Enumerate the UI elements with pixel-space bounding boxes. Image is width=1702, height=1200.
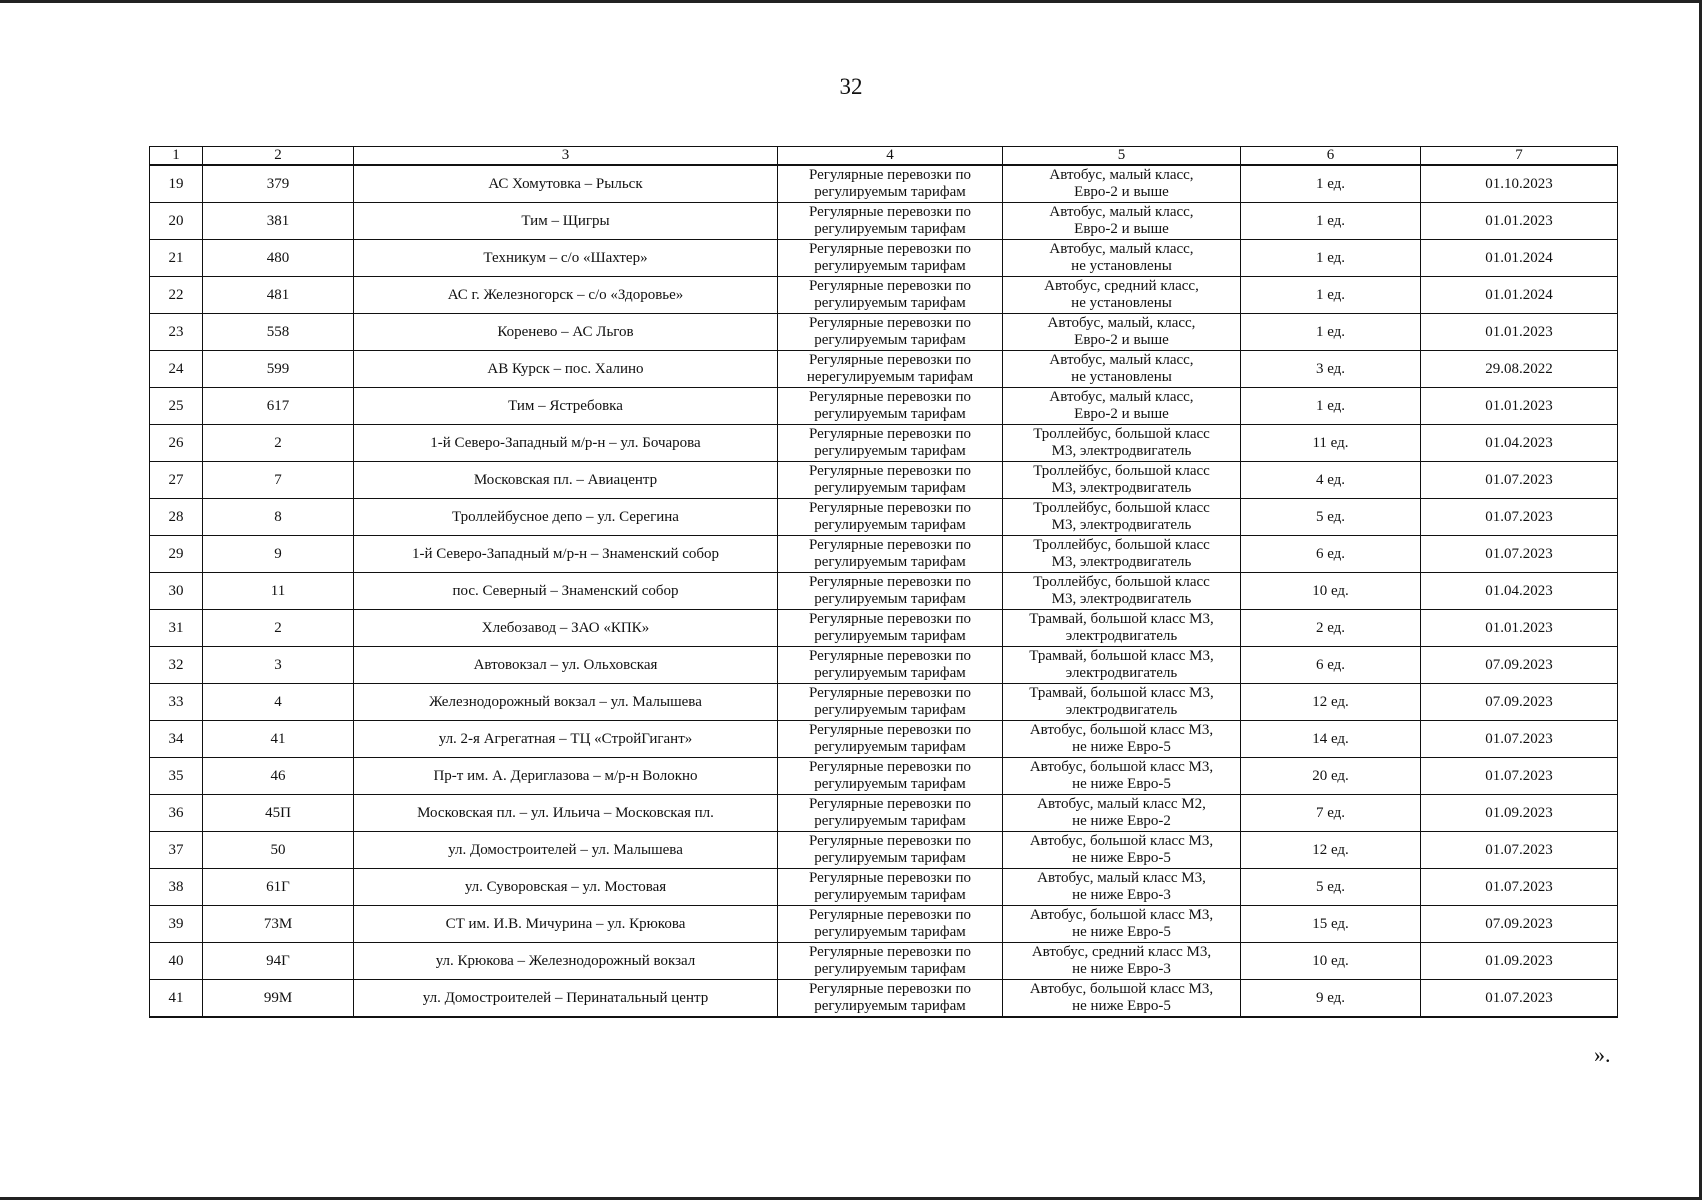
vehicle-class-cell-line-2: М3, электродвигатель	[1051, 443, 1192, 459]
column-header: 5	[1003, 147, 1241, 166]
row-number-cell: 41	[150, 980, 203, 1018]
table-row	[150, 943, 1618, 980]
start-date-cell: 01.07.2023	[1421, 499, 1618, 536]
vehicle-class-cell-line-1: Троллейбус, большой класс	[1033, 426, 1210, 442]
vehicle-class-cell	[1003, 758, 1241, 795]
vehicle-class-cell-line-1: Автобус, малый класс М3,	[1037, 870, 1206, 886]
closing-quote-mark: ».	[1594, 1042, 1611, 1067]
vehicle-class-cell-line-2: не установлены	[1071, 295, 1172, 311]
transport-type-cell-line-2: регулируемым тарифам	[814, 221, 966, 237]
vehicle-class-cell-line-2: не ниже Евро-5	[1072, 998, 1171, 1014]
start-date-cell: 07.09.2023	[1421, 647, 1618, 684]
transport-type-cell-line-1: Регулярные перевозки по	[808, 722, 972, 738]
transport-type-cell-line-1: Регулярные перевозки по	[808, 981, 972, 997]
transport-type-cell-line-1: Регулярные перевозки по	[808, 204, 972, 220]
transport-type-cell	[778, 758, 1003, 795]
row-number-cell: 32	[150, 647, 203, 684]
vehicle-class-cell-line-1: Автобус, средний класс М3,	[1031, 944, 1212, 960]
start-date-cell: 01.09.2023	[1421, 795, 1618, 832]
vehicle-class-cell	[1003, 499, 1241, 536]
vehicle-class-cell	[1003, 425, 1241, 462]
vehicle-class-cell-line-1: Троллейбус, большой класс	[1033, 574, 1210, 590]
vehicle-class-cell-line-1: Автобус, малый класс,	[1049, 167, 1194, 183]
table-row	[150, 573, 1618, 610]
route-name-cell: ул. Крюкова – Железнодорожный вокзал	[354, 943, 778, 980]
vehicle-class-cell-line-1: Автобус, малый класс,	[1049, 241, 1194, 257]
transport-type-cell-line-1: Регулярные перевозки по	[808, 278, 972, 294]
route-number-cell: 2	[203, 610, 354, 647]
transport-type-cell-line-2: регулируемым тарифам	[814, 776, 966, 792]
vehicle-count-cell: 10 ед.	[1241, 943, 1421, 980]
row-number-cell: 19	[150, 165, 203, 203]
route-number-cell: 4	[203, 684, 354, 721]
start-date-cell: 01.01.2023	[1421, 314, 1618, 351]
start-date-cell: 01.04.2023	[1421, 573, 1618, 610]
transport-type-cell	[778, 351, 1003, 388]
table-row	[150, 351, 1618, 388]
route-name-cell: 1-й Северо-Западный м/р-н – ул. Бочарова	[354, 425, 778, 462]
transport-type-cell	[778, 314, 1003, 351]
transport-type-cell-line-1: Регулярные перевозки по	[808, 796, 972, 812]
vehicle-class-cell-line-2: не ниже Евро-5	[1072, 924, 1171, 940]
transport-type-cell-line-1: Регулярные перевозки по	[808, 611, 972, 627]
route-number-cell: 480	[203, 240, 354, 277]
transport-type-cell	[778, 980, 1003, 1018]
transport-type-cell-line-2: регулируемым тарифам	[814, 517, 966, 533]
vehicle-class-cell-line-1: Трамвай, большой класс М3,	[1029, 685, 1214, 701]
start-date-cell: 01.10.2023	[1421, 165, 1618, 203]
vehicle-class-cell	[1003, 647, 1241, 684]
vehicle-class-cell	[1003, 610, 1241, 647]
table-row	[150, 314, 1618, 351]
transport-type-cell	[778, 943, 1003, 980]
vehicle-class-cell	[1003, 832, 1241, 869]
start-date-cell: 01.01.2023	[1421, 388, 1618, 425]
vehicle-class-cell-line-2: М3, электродвигатель	[1051, 591, 1192, 607]
route-name-cell: 1-й Северо-Западный м/р-н – Знаменский собор	[354, 536, 778, 573]
vehicle-class-cell	[1003, 536, 1241, 573]
vehicle-class-cell-line-1: Автобус, большой класс М3,	[1029, 722, 1214, 738]
transport-type-cell	[778, 832, 1003, 869]
route-name-cell: ул. 2-я Агрегатная – ТЦ «СтройГигант»	[354, 721, 778, 758]
transport-type-cell	[778, 610, 1003, 647]
vehicle-class-cell-line-2: Евро-2 и выше	[1074, 184, 1169, 200]
vehicle-count-cell: 6 ед.	[1241, 647, 1421, 684]
route-number-cell: 599	[203, 351, 354, 388]
table-row	[150, 388, 1618, 425]
vehicle-count-cell: 7 ед.	[1241, 795, 1421, 832]
transport-type-cell-line-2: регулируемым тарифам	[814, 961, 966, 977]
transport-type-cell	[778, 795, 1003, 832]
vehicle-count-cell: 14 ед.	[1241, 721, 1421, 758]
table-row	[150, 980, 1618, 1018]
vehicle-class-cell	[1003, 240, 1241, 277]
row-number-cell: 29	[150, 536, 203, 573]
vehicle-count-cell: 12 ед.	[1241, 684, 1421, 721]
route-name-cell: Хлебозавод – ЗАО «КПК»	[354, 610, 778, 647]
table-row	[150, 684, 1618, 721]
transport-type-cell	[778, 425, 1003, 462]
table-row	[150, 240, 1618, 277]
transport-type-cell-line-1: Регулярные перевозки по	[808, 352, 972, 368]
start-date-cell: 01.07.2023	[1421, 869, 1618, 906]
vehicle-class-cell	[1003, 277, 1241, 314]
route-number-cell: 11	[203, 573, 354, 610]
route-name-cell: Железнодорожный вокзал – ул. Малышева	[354, 684, 778, 721]
route-number-cell: 3	[203, 647, 354, 684]
transport-type-cell-line-1: Регулярные перевозки по	[808, 389, 972, 405]
transport-type-cell	[778, 684, 1003, 721]
vehicle-class-cell	[1003, 684, 1241, 721]
route-name-cell: Троллейбусное депо – ул. Серегина	[354, 499, 778, 536]
vehicle-class-cell-line-2: электродвигатель	[1065, 665, 1178, 681]
start-date-cell: 07.09.2023	[1421, 684, 1618, 721]
start-date-cell: 01.01.2024	[1421, 240, 1618, 277]
start-date-cell: 01.07.2023	[1421, 758, 1618, 795]
header-row	[150, 147, 1618, 166]
vehicle-class-cell-line-2: не установлены	[1071, 369, 1172, 385]
transport-type-cell-line-2: регулируемым тарифам	[814, 258, 966, 274]
route-number-cell: 94Г	[203, 943, 354, 980]
route-number-cell: 379	[203, 165, 354, 203]
column-header: 4	[778, 147, 1003, 166]
table-row	[150, 425, 1618, 462]
vehicle-count-cell: 1 ед.	[1241, 165, 1421, 203]
start-date-cell: 01.07.2023	[1421, 980, 1618, 1018]
route-name-cell: Пр-т им. А. Дериглазова – м/р-н Волокно	[354, 758, 778, 795]
row-number-cell: 33	[150, 684, 203, 721]
row-number-cell: 40	[150, 943, 203, 980]
vehicle-class-cell-line-2: не ниже Евро-3	[1072, 961, 1171, 977]
route-number-cell: 61Г	[203, 869, 354, 906]
start-date-cell: 01.07.2023	[1421, 832, 1618, 869]
vehicle-class-cell-line-2: М3, электродвигатель	[1051, 517, 1192, 533]
vehicle-class-cell	[1003, 721, 1241, 758]
route-name-cell: Коренево – АС Льгов	[354, 314, 778, 351]
start-date-cell: 01.07.2023	[1421, 536, 1618, 573]
vehicle-class-cell	[1003, 203, 1241, 240]
transport-type-cell-line-2: регулируемым тарифам	[814, 702, 966, 718]
vehicle-class-cell-line-2: Евро-2 и выше	[1074, 406, 1169, 422]
transport-type-cell-line-1: Регулярные перевозки по	[808, 463, 972, 479]
transport-type-cell-line-2: регулируемым тарифам	[814, 813, 966, 829]
table-row	[150, 610, 1618, 647]
row-number-cell: 38	[150, 869, 203, 906]
route-number-cell: 41	[203, 721, 354, 758]
transport-type-cell-line-1: Регулярные перевозки по	[808, 426, 972, 442]
transport-type-cell-line-1: Регулярные перевозки по	[808, 907, 972, 923]
vehicle-class-cell-line-2: М3, электродвигатель	[1051, 554, 1192, 570]
transport-type-cell-line-2: регулируемым тарифам	[814, 295, 966, 311]
start-date-cell: 07.09.2023	[1421, 906, 1618, 943]
route-name-cell: АС г. Железногорск – с/о «Здоровье»	[354, 277, 778, 314]
column-header: 6	[1241, 147, 1421, 166]
vehicle-class-cell-line-1: Автобус, большой класс М3,	[1029, 981, 1214, 997]
vehicle-class-cell	[1003, 869, 1241, 906]
vehicle-count-cell: 5 ед.	[1241, 499, 1421, 536]
vehicle-class-cell	[1003, 795, 1241, 832]
page-border-top	[0, 0, 1702, 3]
transport-type-cell	[778, 536, 1003, 573]
route-name-cell: СТ им. И.В. Мичурина – ул. Крюкова	[354, 906, 778, 943]
vehicle-count-cell: 10 ед.	[1241, 573, 1421, 610]
route-number-cell: 381	[203, 203, 354, 240]
row-number-cell: 21	[150, 240, 203, 277]
route-number-cell: 50	[203, 832, 354, 869]
routes-table	[149, 146, 1618, 1018]
route-name-cell: Тим – Ястребовка	[354, 388, 778, 425]
route-name-cell: АВ Курск – пос. Халино	[354, 351, 778, 388]
vehicle-count-cell: 3 ед.	[1241, 351, 1421, 388]
transport-type-cell-line-2: регулируемым тарифам	[814, 998, 966, 1014]
table-row	[150, 647, 1618, 684]
vehicle-class-cell-line-1: Автобус, средний класс,	[1044, 278, 1199, 294]
route-number-cell: 7	[203, 462, 354, 499]
transport-type-cell	[778, 647, 1003, 684]
vehicle-class-cell	[1003, 906, 1241, 943]
vehicle-count-cell: 15 ед.	[1241, 906, 1421, 943]
transport-type-cell-line-2: регулируемым тарифам	[814, 628, 966, 644]
page-number: 32	[839, 74, 863, 99]
transport-type-cell-line-2: регулируемым тарифам	[814, 332, 966, 348]
transport-type-cell	[778, 906, 1003, 943]
start-date-cell: 01.01.2024	[1421, 277, 1618, 314]
column-header: 2	[203, 147, 354, 166]
start-date-cell: 29.08.2022	[1421, 351, 1618, 388]
transport-type-cell	[778, 721, 1003, 758]
table-row	[150, 795, 1618, 832]
route-number-cell: 9	[203, 536, 354, 573]
vehicle-count-cell: 12 ед.	[1241, 832, 1421, 869]
transport-type-cell-line-2: регулируемым тарифам	[814, 443, 966, 459]
vehicle-class-cell-line-1: Автобус, малый класс,	[1049, 204, 1194, 220]
table-row	[150, 277, 1618, 314]
transport-type-cell-line-1: Регулярные перевозки по	[808, 241, 972, 257]
transport-type-cell-line-2: регулируемым тарифам	[814, 184, 966, 200]
route-name-cell: ул. Суворовская – ул. Мостовая	[354, 869, 778, 906]
transport-type-cell	[778, 388, 1003, 425]
table-row	[150, 758, 1618, 795]
vehicle-count-cell: 5 ед.	[1241, 869, 1421, 906]
table-row	[150, 832, 1618, 869]
route-name-cell: Тим – Щигры	[354, 203, 778, 240]
row-number-cell: 31	[150, 610, 203, 647]
vehicle-class-cell-line-2: не установлены	[1071, 258, 1172, 274]
transport-type-cell-line-1: Регулярные перевозки по	[808, 574, 972, 590]
vehicle-class-cell	[1003, 351, 1241, 388]
vehicle-class-cell-line-2: не ниже Евро-5	[1072, 776, 1171, 792]
transport-type-cell-line-2: регулируемым тарифам	[814, 665, 966, 681]
vehicle-count-cell: 1 ед.	[1241, 240, 1421, 277]
route-name-cell: ул. Домостроителей – ул. Малышева	[354, 832, 778, 869]
vehicle-class-cell-line-2: не ниже Евро-5	[1072, 850, 1171, 866]
start-date-cell: 01.07.2023	[1421, 721, 1618, 758]
table-row	[150, 869, 1618, 906]
route-name-cell: Техникум – с/о «Шахтер»	[354, 240, 778, 277]
vehicle-class-cell	[1003, 314, 1241, 351]
transport-type-cell-line-1: Регулярные перевозки по	[808, 833, 972, 849]
transport-type-cell-line-2: регулируемым тарифам	[814, 887, 966, 903]
vehicle-class-cell-line-1: Автобус, большой класс М3,	[1029, 833, 1214, 849]
row-number-cell: 37	[150, 832, 203, 869]
start-date-cell: 01.04.2023	[1421, 425, 1618, 462]
route-number-cell: 481	[203, 277, 354, 314]
vehicle-count-cell: 9 ед.	[1241, 980, 1421, 1018]
vehicle-class-cell	[1003, 165, 1241, 203]
vehicle-class-cell-line-1: Трамвай, большой класс М3,	[1029, 648, 1214, 664]
vehicle-class-cell	[1003, 388, 1241, 425]
vehicle-class-cell-line-2: не ниже Евро-2	[1072, 813, 1171, 829]
route-name-cell: ул. Домостроителей – Перинатальный центр	[354, 980, 778, 1018]
vehicle-class-cell-line-1: Автобус, малый класс,	[1049, 352, 1194, 368]
route-name-cell: пос. Северный – Знаменский собор	[354, 573, 778, 610]
vehicle-class-cell-line-1: Автобус, малый класс М2,	[1037, 796, 1206, 812]
vehicle-class-cell-line-1: Автобус, большой класс М3,	[1029, 907, 1214, 923]
vehicle-class-cell-line-1: Автобус, малый класс,	[1049, 389, 1194, 405]
transport-type-cell-line-1: Регулярные перевозки по	[808, 537, 972, 553]
table-row	[150, 203, 1618, 240]
transport-type-cell-line-1: Регулярные перевозки по	[808, 167, 972, 183]
transport-type-cell-line-2: регулируемым тарифам	[814, 924, 966, 940]
route-number-cell: 558	[203, 314, 354, 351]
route-number-cell: 45П	[203, 795, 354, 832]
route-number-cell: 46	[203, 758, 354, 795]
vehicle-class-cell	[1003, 943, 1241, 980]
vehicle-count-cell: 1 ед.	[1241, 277, 1421, 314]
table-row	[150, 499, 1618, 536]
vehicle-class-cell-line-2: М3, электродвигатель	[1051, 480, 1192, 496]
transport-type-cell-line-1: Регулярные перевозки по	[808, 685, 972, 701]
transport-type-cell	[778, 165, 1003, 203]
vehicle-count-cell: 20 ед.	[1241, 758, 1421, 795]
start-date-cell: 01.01.2023	[1421, 610, 1618, 647]
vehicle-class-cell-line-1: Автобус, большой класс М3,	[1029, 759, 1214, 775]
vehicle-class-cell-line-1: Троллейбус, большой класс	[1033, 463, 1210, 479]
vehicle-count-cell: 1 ед.	[1241, 388, 1421, 425]
transport-type-cell-line-2: регулируемым тарифам	[814, 850, 966, 866]
transport-type-cell-line-1: Регулярные перевозки по	[808, 315, 972, 331]
table-row	[150, 462, 1618, 499]
vehicle-count-cell: 2 ед.	[1241, 610, 1421, 647]
vehicle-class-cell-line-2: электродвигатель	[1065, 628, 1178, 644]
vehicle-class-cell-line-1: Трамвай, большой класс М3,	[1029, 611, 1214, 627]
start-date-cell: 01.07.2023	[1421, 462, 1618, 499]
transport-type-cell-line-2: нерегулируемым тарифам	[806, 369, 974, 385]
vehicle-class-cell-line-2: не ниже Евро-3	[1072, 887, 1171, 903]
transport-type-cell	[778, 277, 1003, 314]
row-number-cell: 28	[150, 499, 203, 536]
route-name-cell: АС Хомутовка – Рыльск	[354, 165, 778, 203]
vehicle-class-cell-line-1: Троллейбус, большой класс	[1033, 537, 1210, 553]
transport-type-cell-line-2: регулируемым тарифам	[814, 739, 966, 755]
vehicle-count-cell: 1 ед.	[1241, 314, 1421, 351]
vehicle-class-cell-line-2: Евро-2 и выше	[1074, 221, 1169, 237]
row-number-cell: 23	[150, 314, 203, 351]
table-row	[150, 165, 1618, 203]
vehicle-class-cell	[1003, 980, 1241, 1018]
route-number-cell: 73М	[203, 906, 354, 943]
vehicle-class-cell-line-1: Автобус, малый, класс,	[1047, 315, 1196, 331]
column-header: 7	[1421, 147, 1618, 166]
table-row	[150, 906, 1618, 943]
transport-type-cell-line-1: Регулярные перевозки по	[808, 870, 972, 886]
transport-type-cell	[778, 499, 1003, 536]
column-header: 3	[354, 147, 778, 166]
vehicle-count-cell: 1 ед.	[1241, 203, 1421, 240]
row-number-cell: 20	[150, 203, 203, 240]
row-number-cell: 35	[150, 758, 203, 795]
route-number-cell: 8	[203, 499, 354, 536]
transport-type-cell	[778, 240, 1003, 277]
vehicle-count-cell: 11 ед.	[1241, 425, 1421, 462]
route-name-cell: Московская пл. – Авиацентр	[354, 462, 778, 499]
transport-type-cell	[778, 462, 1003, 499]
row-number-cell: 26	[150, 425, 203, 462]
transport-type-cell-line-1: Регулярные перевозки по	[808, 500, 972, 516]
transport-type-cell-line-1: Регулярные перевозки по	[808, 944, 972, 960]
transport-type-cell-line-2: регулируемым тарифам	[814, 554, 966, 570]
vehicle-count-cell: 4 ед.	[1241, 462, 1421, 499]
route-number-cell: 99М	[203, 980, 354, 1018]
column-header: 1	[150, 147, 203, 166]
route-number-cell: 2	[203, 425, 354, 462]
row-number-cell: 24	[150, 351, 203, 388]
table-row	[150, 721, 1618, 758]
vehicle-class-cell	[1003, 462, 1241, 499]
transport-type-cell	[778, 869, 1003, 906]
row-number-cell: 34	[150, 721, 203, 758]
transport-type-cell-line-2: регулируемым тарифам	[814, 480, 966, 496]
row-number-cell: 36	[150, 795, 203, 832]
vehicle-class-cell-line-2: не ниже Евро-5	[1072, 739, 1171, 755]
row-number-cell: 30	[150, 573, 203, 610]
vehicle-class-cell	[1003, 573, 1241, 610]
vehicle-class-cell-line-1: Троллейбус, большой класс	[1033, 500, 1210, 516]
row-number-cell: 39	[150, 906, 203, 943]
start-date-cell: 01.09.2023	[1421, 943, 1618, 980]
row-number-cell: 25	[150, 388, 203, 425]
route-number-cell: 617	[203, 388, 354, 425]
transport-type-cell	[778, 203, 1003, 240]
route-name-cell: Московская пл. – ул. Ильича – Московская пл.	[354, 795, 778, 832]
vehicle-class-cell-line-2: Евро-2 и выше	[1074, 332, 1169, 348]
vehicle-class-cell-line-2: электродвигатель	[1065, 702, 1178, 718]
transport-type-cell-line-2: регулируемым тарифам	[814, 406, 966, 422]
transport-type-cell-line-1: Регулярные перевозки по	[808, 759, 972, 775]
transport-type-cell-line-1: Регулярные перевозки по	[808, 648, 972, 664]
row-number-cell: 22	[150, 277, 203, 314]
start-date-cell: 01.01.2023	[1421, 203, 1618, 240]
vehicle-count-cell: 6 ед.	[1241, 536, 1421, 573]
row-number-cell: 27	[150, 462, 203, 499]
route-name-cell: Автовокзал – ул. Ольховская	[354, 647, 778, 684]
table-row	[150, 536, 1618, 573]
transport-type-cell	[778, 573, 1003, 610]
transport-type-cell-line-2: регулируемым тарифам	[814, 591, 966, 607]
